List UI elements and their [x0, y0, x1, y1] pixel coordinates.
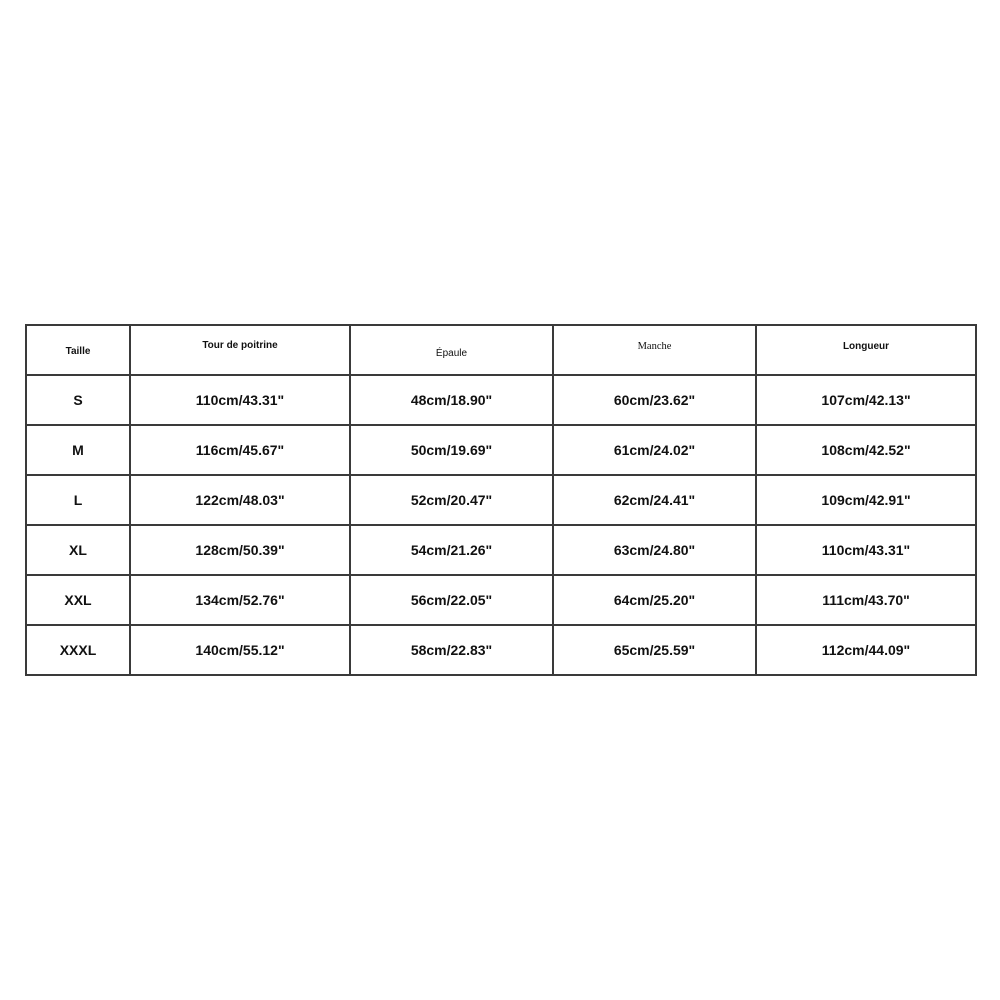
- shoulder-cell: 48cm/18.90": [350, 375, 553, 425]
- chest-cell: 140cm/55.12": [130, 625, 350, 675]
- length-cell: 107cm/42.13": [756, 375, 976, 425]
- sleeve-cell: 63cm/24.80": [553, 525, 756, 575]
- size-cell: XXXL: [26, 625, 130, 675]
- size-chart-table: [25, 324, 977, 676]
- sleeve-cell: 61cm/24.02": [553, 425, 756, 475]
- table-row: [26, 425, 976, 475]
- table-row: [26, 575, 976, 625]
- shoulder-cell: 58cm/22.83": [350, 625, 553, 675]
- header-chest: Tour de poitrine: [130, 325, 350, 375]
- shoulder-cell: 54cm/21.26": [350, 525, 553, 575]
- header-shoulder: Épaule: [350, 325, 553, 375]
- length-cell: 110cm/43.31": [756, 525, 976, 575]
- header-size: Taille: [26, 325, 130, 375]
- size-cell: L: [26, 475, 130, 525]
- header-length: Longueur: [756, 325, 976, 375]
- size-cell: XXL: [26, 575, 130, 625]
- size-cell: XL: [26, 525, 130, 575]
- chest-cell: 116cm/45.67": [130, 425, 350, 475]
- size-cell: S: [26, 375, 130, 425]
- chest-cell: 122cm/48.03": [130, 475, 350, 525]
- chest-cell: 110cm/43.31": [130, 375, 350, 425]
- table-row: [26, 525, 976, 575]
- table-row: [26, 625, 976, 675]
- shoulder-cell: 52cm/20.47": [350, 475, 553, 525]
- table-row: [26, 475, 976, 525]
- shoulder-cell: 50cm/19.69": [350, 425, 553, 475]
- table-row: [26, 375, 976, 425]
- table-header: [26, 325, 976, 375]
- sleeve-cell: 60cm/23.62": [553, 375, 756, 425]
- length-cell: 108cm/42.52": [756, 425, 976, 475]
- sleeve-cell: 65cm/25.59": [553, 625, 756, 675]
- sleeve-cell: 62cm/24.41": [553, 475, 756, 525]
- header-row: [26, 325, 976, 375]
- header-sleeve: Manche: [553, 325, 756, 375]
- size-cell: M: [26, 425, 130, 475]
- shoulder-cell: 56cm/22.05": [350, 575, 553, 625]
- table-body: [26, 375, 976, 675]
- sleeve-cell: 64cm/25.20": [553, 575, 756, 625]
- chest-cell: 128cm/50.39": [130, 525, 350, 575]
- length-cell: 109cm/42.91": [756, 475, 976, 525]
- length-cell: 112cm/44.09": [756, 625, 976, 675]
- chest-cell: 134cm/52.76": [130, 575, 350, 625]
- length-cell: 111cm/43.70": [756, 575, 976, 625]
